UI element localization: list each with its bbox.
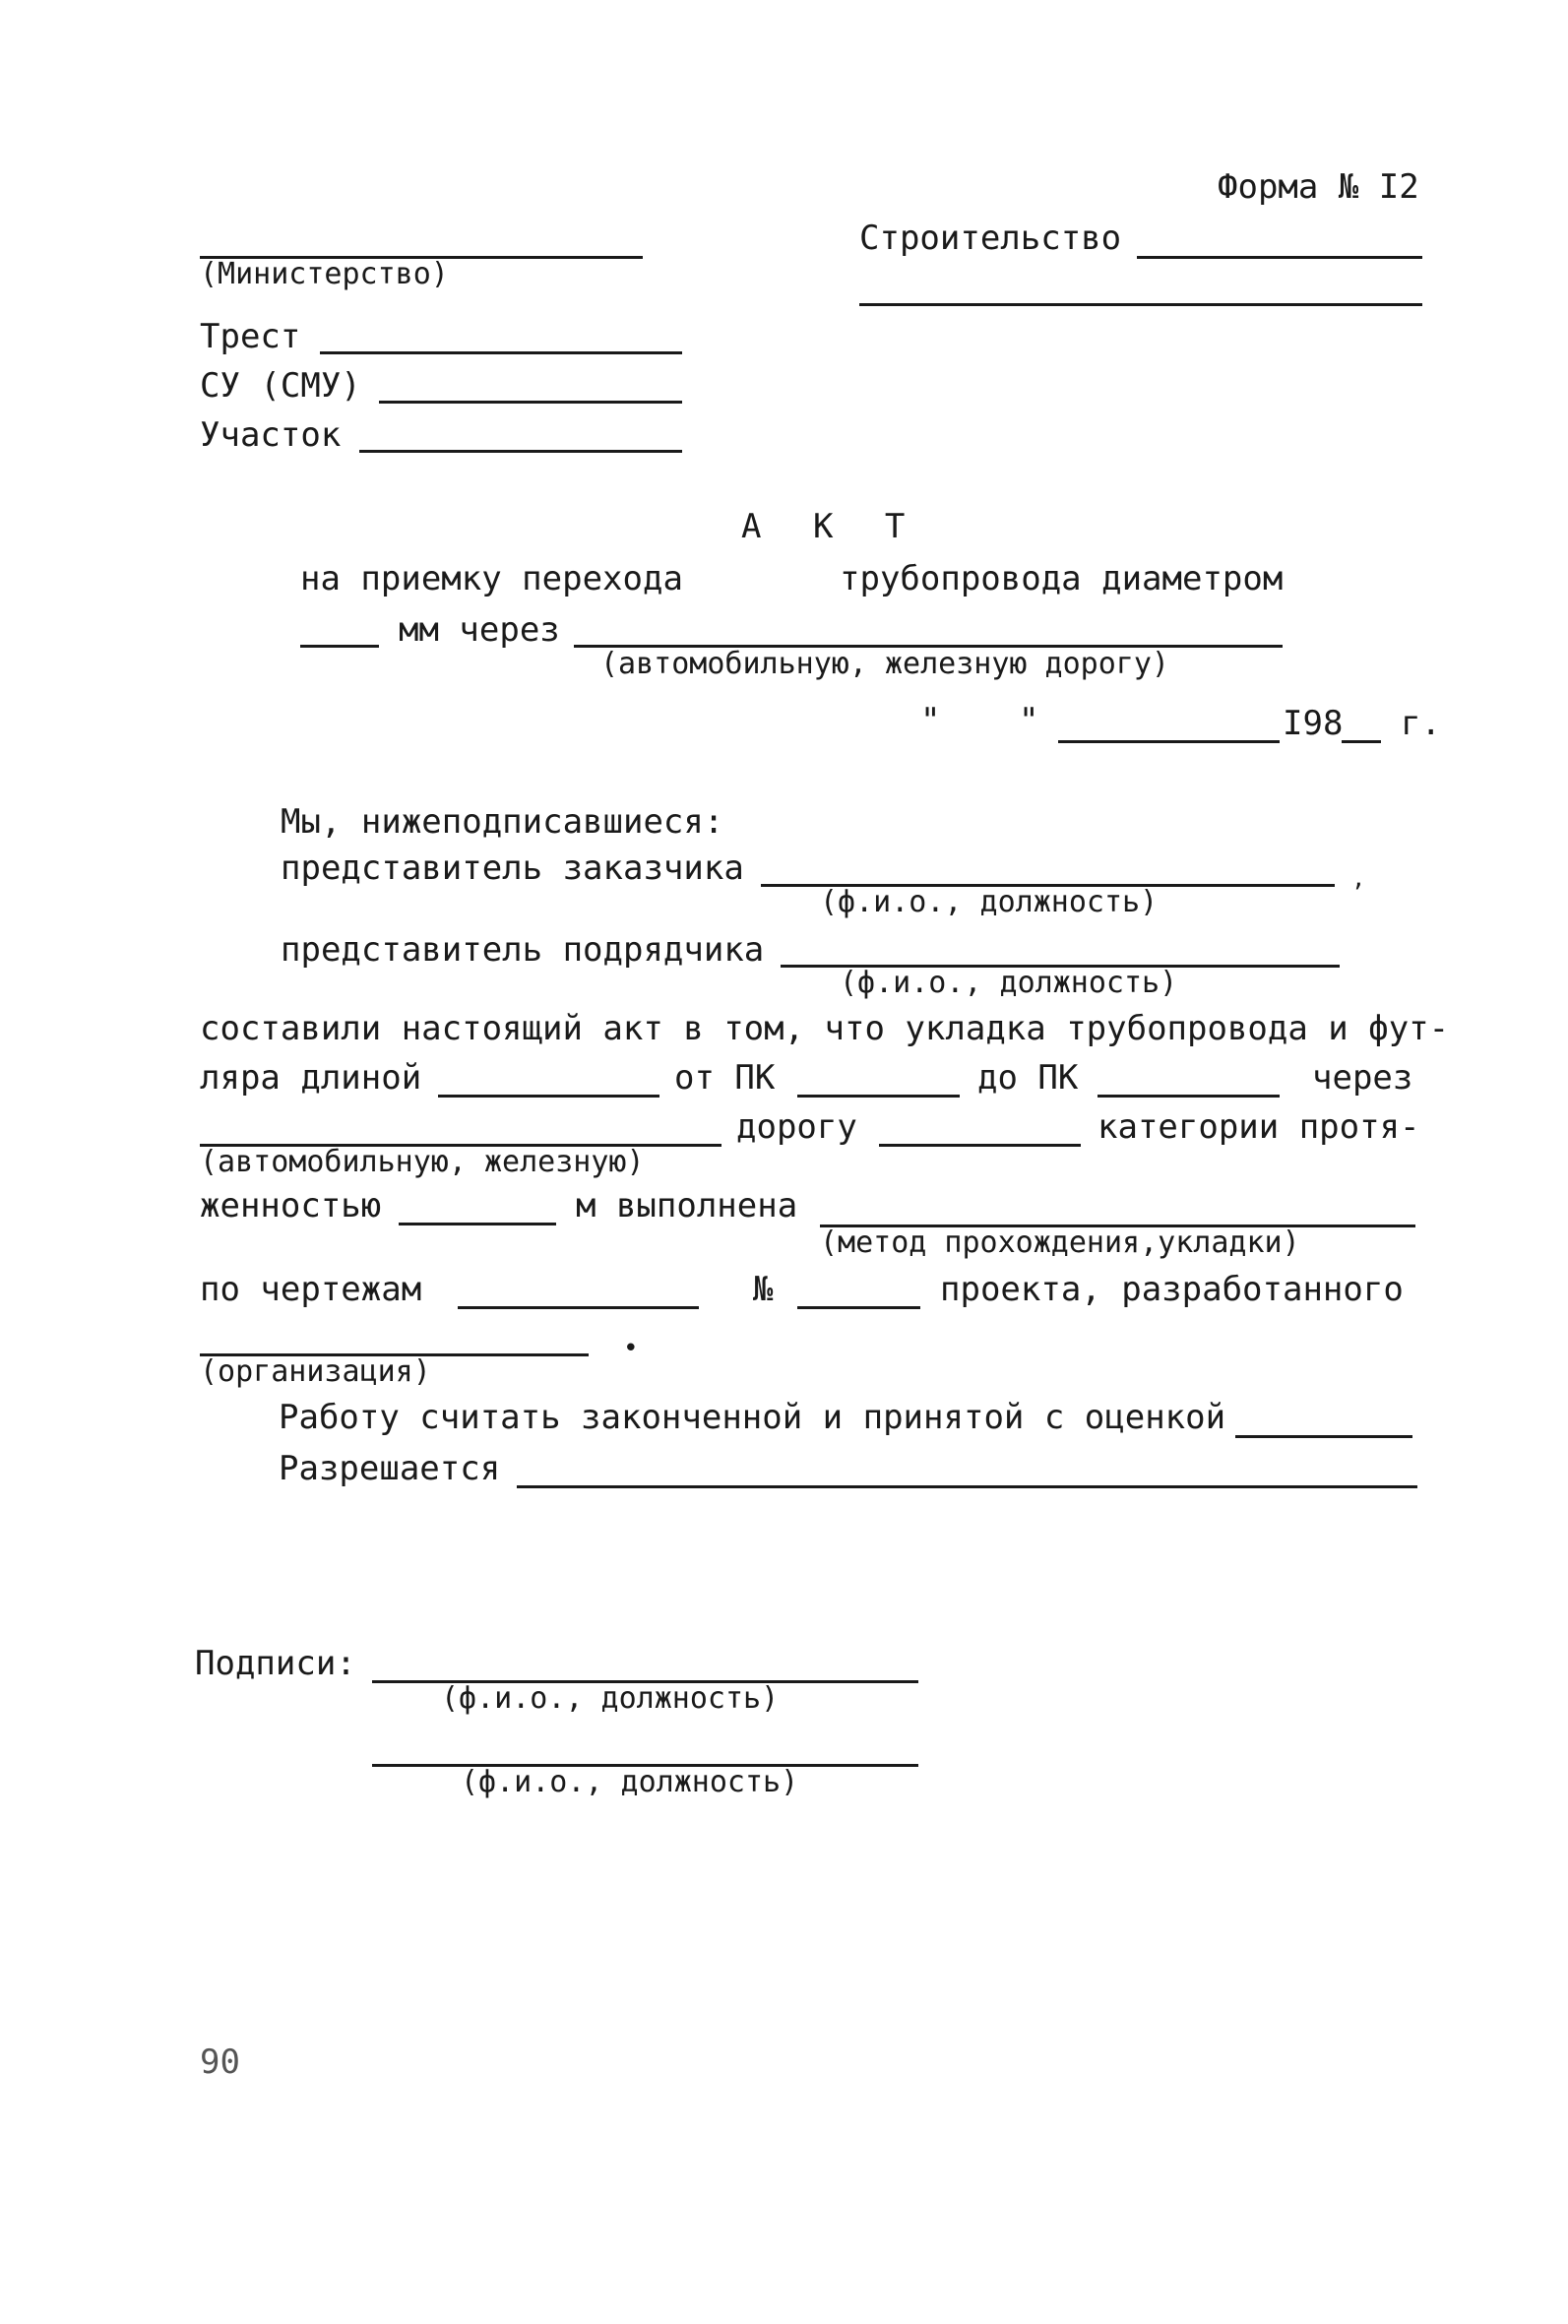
page-number: 90 (200, 2042, 240, 2082)
organization-caption: (организация) (200, 1354, 431, 1389)
su-field[interactable] (379, 401, 682, 404)
length-word: женностью (200, 1186, 382, 1225)
customer-fio-caption: (ф.и.о., должность) (820, 885, 1159, 919)
date-quote-right: " (1019, 701, 1039, 740)
from-pk-field[interactable] (797, 1095, 960, 1098)
road-name-field[interactable] (879, 1144, 1081, 1147)
drawings-field[interactable] (458, 1306, 699, 1309)
road-word: дорогу (736, 1107, 857, 1147)
signatures-label: Подписи: (195, 1644, 356, 1683)
permitted-field[interactable] (517, 1485, 1417, 1488)
method-caption: (метод прохождения,укладки) (820, 1225, 1300, 1260)
road-caption: (автомобильную, железную дорогу) (600, 647, 1169, 681)
ministry-caption: (Министерство) (200, 257, 449, 291)
grade-field[interactable] (1235, 1435, 1412, 1438)
year-suffix: г. (1401, 704, 1441, 743)
by-drawings-label: по чертежам (200, 1270, 422, 1309)
customer-comma: , (1351, 864, 1366, 892)
construction-field[interactable] (1137, 256, 1422, 259)
title-line1-a: на приемку перехода (300, 559, 683, 598)
date-month-field[interactable] (1058, 740, 1280, 743)
m-completed-label: м выполнена (576, 1186, 798, 1225)
case-length-field[interactable] (438, 1095, 659, 1098)
date-quote-left: " (920, 701, 941, 740)
project-developed-label: проекта, разработанного (940, 1270, 1404, 1309)
road-type-caption: (автомобильную, железную) (200, 1145, 645, 1179)
composed-line: составили настоящий акт в том, что укладка трубопровода и фут- (200, 1009, 1450, 1048)
form-number: Форма № I2 (1218, 167, 1419, 207)
construction-label: Строительство (859, 219, 1122, 258)
signature-fio-caption-1: (ф.и.о., должность) (441, 1681, 780, 1716)
mm-through-label: мм через (399, 610, 560, 650)
from-pk-label: от ПК (674, 1058, 776, 1098)
section-field[interactable] (359, 450, 682, 453)
organization-dot: • (623, 1334, 639, 1363)
contractor-rep-label: представитель подрядчика (281, 930, 765, 970)
diameter-field[interactable] (300, 645, 379, 648)
title-line1-b: трубопровода диаметром (840, 559, 1284, 598)
work-finished-label: Работу считать законченной и принятой с оценкой (279, 1398, 1226, 1437)
act-title: А К Т (741, 507, 921, 546)
we-undersigned: Мы, нижеподписавшиеся: (281, 802, 724, 842)
case-length-label: ляра длиной (200, 1058, 422, 1098)
category-length-label: категории протя- (1098, 1107, 1420, 1147)
to-pk-field[interactable] (1098, 1095, 1280, 1098)
trust-label: Трест (200, 317, 301, 356)
number-sign: № (753, 1270, 774, 1309)
year-prefix: I98 (1283, 704, 1344, 743)
customer-rep-label: представитель заказчика (281, 848, 744, 888)
year-digit-field[interactable] (1342, 740, 1381, 743)
construction-field-2[interactable] (859, 303, 1422, 306)
permitted-label: Разрешается (279, 1449, 501, 1488)
length-field[interactable] (399, 1223, 556, 1225)
trust-field[interactable] (320, 351, 682, 354)
su-label: СУ (СМУ) (200, 366, 361, 406)
to-pk-label: до ПК (977, 1058, 1079, 1098)
contractor-fio-caption: (ф.и.о., должность) (840, 966, 1178, 1000)
drawing-number-field[interactable] (797, 1306, 920, 1309)
section-label: Участок (200, 415, 342, 455)
through-label: через (1312, 1058, 1413, 1098)
signature-fio-caption-2: (ф.и.о., должность) (461, 1765, 799, 1799)
